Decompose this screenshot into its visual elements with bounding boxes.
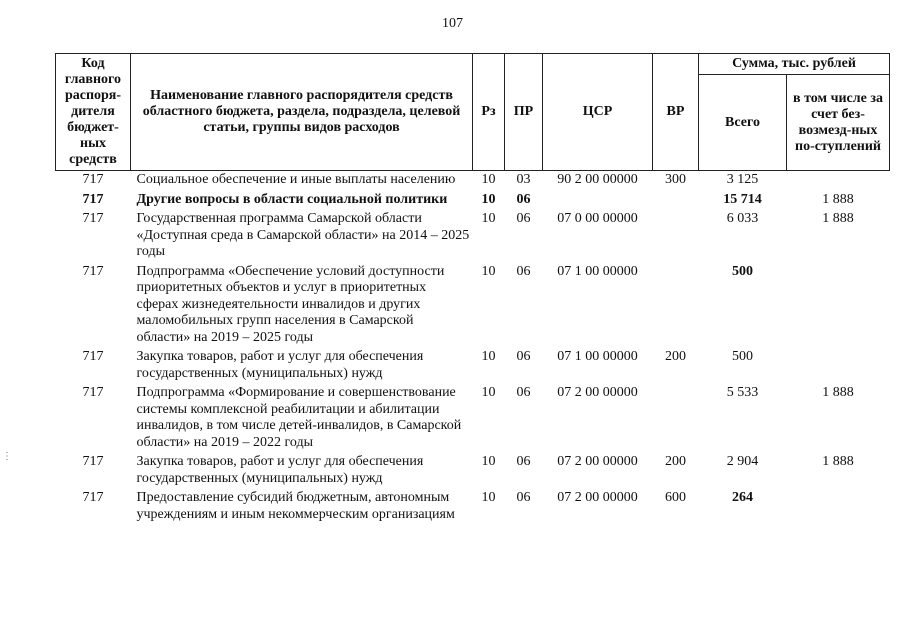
cell-total: 5 533: [726, 385, 759, 400]
cell-csr: 07 1 00 00000: [557, 349, 638, 364]
cell-csr: [543, 191, 653, 211]
cell-csr: 07 2 00 00000: [557, 454, 638, 469]
cell-code: 717: [82, 454, 104, 469]
cell-rz: 10: [481, 385, 496, 400]
cell-code: 717: [82, 191, 104, 207]
cell-gratuitous: [787, 263, 890, 349]
header-code: Код главного распоря-дителя бюджет-ных средств: [56, 54, 131, 171]
cell-pr: 06: [516, 263, 531, 279]
cell-name: Подпрограмма «Формирование и совершенствование системы комплексной реабилитации и абилитации инвалидов, в том числе детей-инвалидов, в Самарской области» на 2019 – 2022 годы: [136, 385, 462, 450]
cell-gratuitous: [787, 171, 890, 191]
cell-vr: [653, 210, 699, 263]
cell-name: Предоставление субсидий бюджетным, автономным учреждениям и иным некоммерческим организациям: [136, 490, 455, 522]
cell-name: Подпрограмма «Обеспечение условий доступности приоритетных объектов и услуг в приоритетных сферах жизнедеятельности инвалидов и других маломобильных групп населения в Самарской области» на 2019 – 2025 годы: [136, 263, 445, 345]
cell-rz: 10: [481, 490, 496, 505]
cell-code: 717: [82, 172, 104, 187]
cell-csr: 07 0 00 00000: [557, 211, 638, 226]
cell-total: 6 033: [726, 211, 759, 226]
table-row: [56, 453, 890, 489]
cell-csr: 90 2 00 00000: [557, 172, 638, 187]
cell-vr: [653, 263, 699, 349]
cell-code: 717: [82, 349, 104, 364]
cell-name: Закупка товаров, работ и услуг для обеспечения государственных (муниципальных) нужд: [136, 454, 424, 486]
cell-vr: 200: [665, 349, 686, 364]
cell-gratuitous: 1 888: [822, 385, 854, 400]
cell-csr: 07 2 00 00000: [557, 385, 638, 400]
cell-vr: 300: [665, 172, 686, 187]
table-row: [56, 489, 890, 525]
cell-gratuitous: 1 888: [822, 211, 854, 226]
table-row: [56, 384, 890, 453]
cell-pr: 03: [516, 172, 531, 187]
cell-pr: 06: [516, 490, 531, 505]
cell-total: 3 125: [726, 172, 759, 187]
cell-rz: 10: [481, 454, 496, 469]
cell-pr: 06: [516, 385, 531, 400]
cell-gratuitous: [787, 348, 890, 384]
cell-name: Социальное обеспечение и иные выплаты населению: [136, 172, 456, 187]
cell-rz: 10: [481, 172, 496, 187]
cell-pr: 06: [516, 349, 531, 364]
cell-vr: [653, 191, 699, 211]
cell-code: 717: [82, 211, 104, 226]
cell-csr: 07 1 00 00000: [557, 263, 638, 279]
cell-vr: 200: [665, 454, 686, 469]
table-row: [56, 191, 890, 211]
header-sum-group: Сумма, тыс. рублей: [699, 54, 890, 75]
page-number: 107: [442, 16, 463, 31]
header-gratuitous: в том числе за счет без-возмезд-ных по-ступлений: [787, 75, 890, 171]
table-row: [56, 263, 890, 349]
cell-gratuitous: 1 888: [822, 191, 854, 207]
cell-code: 717: [82, 490, 104, 505]
cell-rz: 10: [481, 191, 496, 207]
cell-pr: 06: [516, 191, 531, 207]
header-pr: ПР: [505, 54, 543, 171]
cell-name: Закупка товаров, работ и услуг для обеспечения государственных (муниципальных) нужд: [136, 349, 424, 381]
table-row: [56, 348, 890, 384]
cell-pr: 06: [516, 454, 531, 469]
cell-total: 15 714: [723, 191, 762, 207]
cell-rz: 10: [481, 263, 496, 279]
cell-pr: 06: [516, 211, 531, 226]
cell-code: 717: [82, 263, 104, 279]
cell-csr: 07 2 00 00000: [557, 490, 638, 505]
table-body: [56, 171, 890, 526]
cell-name: Государственная программа Самарской области «Доступная среда в Самарской области» на 2014 – 2025 годы: [136, 211, 470, 259]
cell-total: 264: [732, 490, 753, 505]
margin-mark: ⋮: [2, 451, 12, 462]
header-csr: ЦСР: [543, 54, 653, 171]
cell-name: Другие вопросы в области социальной политики: [136, 191, 448, 207]
cell-gratuitous: 1 888: [822, 454, 854, 469]
cell-vr: [653, 384, 699, 453]
budget-table: [55, 53, 890, 525]
header-total: Всего: [699, 75, 787, 171]
cell-total: 2 904: [726, 454, 759, 469]
cell-code: 717: [82, 385, 104, 400]
header-name: Наименование главного распорядителя средств областного бюджета, раздела, подраздела, целевой статьи, группы видов расходов: [131, 54, 473, 171]
cell-rz: 10: [481, 349, 496, 364]
table-row: [56, 210, 890, 263]
cell-rz: 10: [481, 211, 496, 226]
cell-vr: 600: [665, 490, 686, 505]
header-vr: ВР: [653, 54, 699, 171]
table-row: [56, 171, 890, 191]
header-rz: Рз: [473, 54, 505, 171]
cell-gratuitous: [787, 489, 890, 525]
cell-total: 500: [732, 263, 753, 279]
table-header: [56, 54, 890, 171]
cell-total: 500: [732, 349, 753, 364]
